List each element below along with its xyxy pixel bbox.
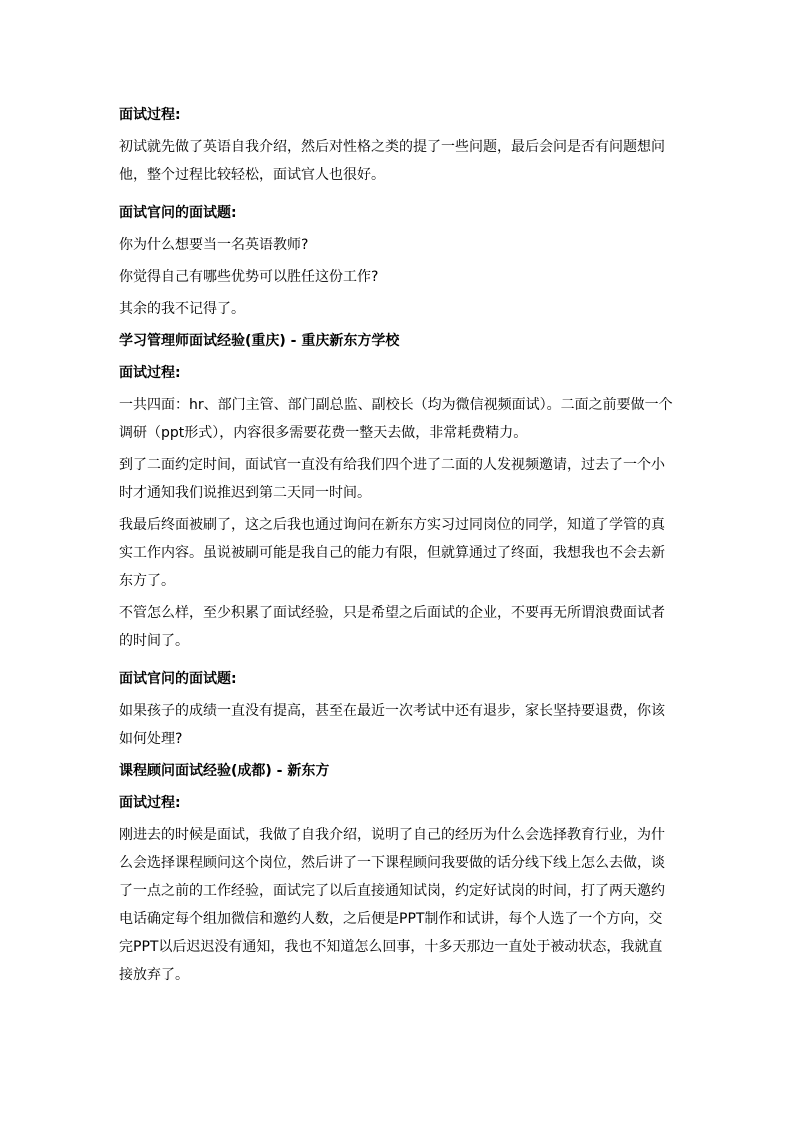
document-page — [119, 101, 675, 989]
paragraph: 你为什么想要当一名英语教师? — [119, 237, 309, 253]
paragraph: 一共四面：hr、部门主管、部门副总监、副校长（均为微信视频面试）。二面之前要做一个调研（ppt形式），内容很多需要花费一整天去做，非常耗费精力。 — [119, 397, 673, 441]
section-interview-questions-1 — [119, 199, 675, 323]
paragraph: 刚进去的时候是面试，我做了自我介绍，说明了自己的经历为什么会选择教育行业，为什么会选择课程顾问这个岗位，然后讲了一下课程顾问我要做的话分线下线上怎么去做，谈了一点之前的工作经验，面试完了以后直接通知试岗，约定好试岗的时间，打了两天邀约电话确定每个组加微信和邀约人数，之后便是PPT制作和试讲，每个人选了一个方向，交完PPT以后迟迟没有通知，我也不知道怎么回事，十多天那边一直处于被动状态，我就直接放弃了。 — [119, 827, 665, 983]
section-interview-process-2 — [119, 359, 675, 655]
position-heading: 课程顾问面试经验(成都) - 新东方 — [119, 763, 330, 779]
paragraph: 初试就先做了英语自我介绍，然后对性格之类的提了一些问题，最后会问是否有问题想问他，整个过程比较轻松，面试官人也很好。 — [119, 139, 665, 183]
section-heading: 面试过程: — [119, 795, 181, 811]
section-interview-process-1 — [119, 101, 675, 189]
paragraph: 如果孩子的成绩一直没有提高，甚至在最近一次考试中还有退步，家长坚持要退费，你该如何处理? — [119, 703, 665, 747]
section-position-title-2 — [119, 757, 675, 785]
section-heading: 面试过程: — [119, 107, 181, 123]
section-position-title-1 — [119, 327, 675, 355]
paragraph: 我最后终面被刷了，这之后我也通过询问在新东方实习过同岗位的同学，知道了学管的真实工作内容。虽说被刷可能是我自己的能力有限，但就算通过了终面，我想我也不会去新东方了。 — [119, 517, 665, 589]
position-heading: 学习管理师面试经验(重庆) - 重庆新东方学校 — [119, 333, 400, 349]
paragraph: 不管怎么样，至少积累了面试经验，只是希望之后面试的企业，不要再无所谓浪费面试者的时间了。 — [119, 605, 665, 649]
section-heading: 面试官问的面试题: — [119, 205, 237, 221]
section-interview-process-3 — [119, 789, 675, 989]
paragraph: 你觉得自己有哪些优势可以胜任这份工作? — [119, 269, 379, 285]
section-heading: 面试过程: — [119, 365, 181, 381]
paragraph: 其余的我不记得了。 — [119, 301, 245, 317]
section-interview-questions-2 — [119, 665, 675, 753]
paragraph: 到了二面约定时间，面试官一直没有给我们四个进了二面的人发视频邀请，过去了一个小时才通知我们说推迟到第二天同一时间。 — [119, 457, 665, 501]
section-heading: 面试官问的面试题: — [119, 671, 237, 687]
